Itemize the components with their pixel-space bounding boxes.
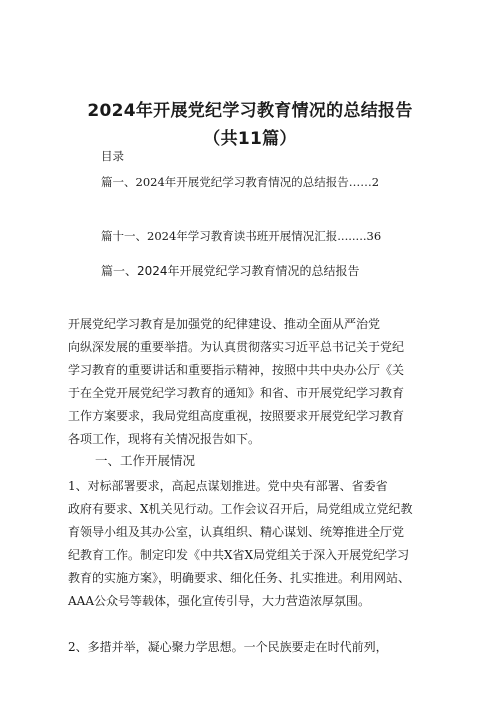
text-line: 于在全党开展党纪学习教育的通知》和省、市开展党纪学习教育 [68,386,405,400]
text-line: 教育的实施方案》，明确要求、细化任务、扎实推进。利用网站、 [68,571,411,585]
text-line: 1、对标部署要求，高起点谋划推进。党中央有部署、省委省 [68,479,388,493]
paragraph-deployment [68,475,440,613]
text-line: 育领导小组及其办公室，认真组织、精心谋划、统筹推进全厅党 [68,525,405,539]
text-line: 政府有要求、X机关见行动。工作会议召开后，局党组成立党纪教 [68,502,413,516]
toc-item-11[interactable]: 篇十一、2024年学习教育读书班开展情况汇报........36 [101,229,382,243]
text-line: 开展党纪学习教育是加强党的纪律建设、推动全面从严治党 [68,317,381,331]
toc-item-1[interactable]: 篇一、2024年开展党纪学习教育情况的总结报告……2 [101,175,380,189]
paragraph-measures [68,636,440,659]
text-line: 向纵深发展的重要举措。为认真贯彻落实习近平总书记关于党纪 [68,340,405,354]
toc-heading: 目录 [101,149,124,163]
text-line: AAA公众号等载体，强化宣传引导，大力营造浓厚氛围。 [68,594,371,608]
document-title: 2024年开展党纪学习教育情况的总结报告 [87,101,413,121]
text-line: 学习教育的重要讲话和重要指示精神，按照中共中央办公厅《关 [68,363,405,377]
intro-paragraph [68,313,440,451]
text-line: 各项工作，现将有关情况报告如下。 [68,432,261,446]
subheading-work-status: 一、工作开展情况 [95,453,196,468]
document-subtitle: （共11篇） [203,129,297,149]
text-line: 工作方案要求，我局党组高度重视，按照要求开展党纪学习教育 [68,409,405,423]
text-line: 2、多措并举，凝心聚力学思想。一个民族要走在时代前列， [68,640,388,654]
text-line: 纪教育工作。制定印发《中共X省X局党组关于深入开展党纪学习 [68,548,410,562]
section-title: 篇一、2024年开展党纪学习教育情况的总结报告 [101,264,360,278]
